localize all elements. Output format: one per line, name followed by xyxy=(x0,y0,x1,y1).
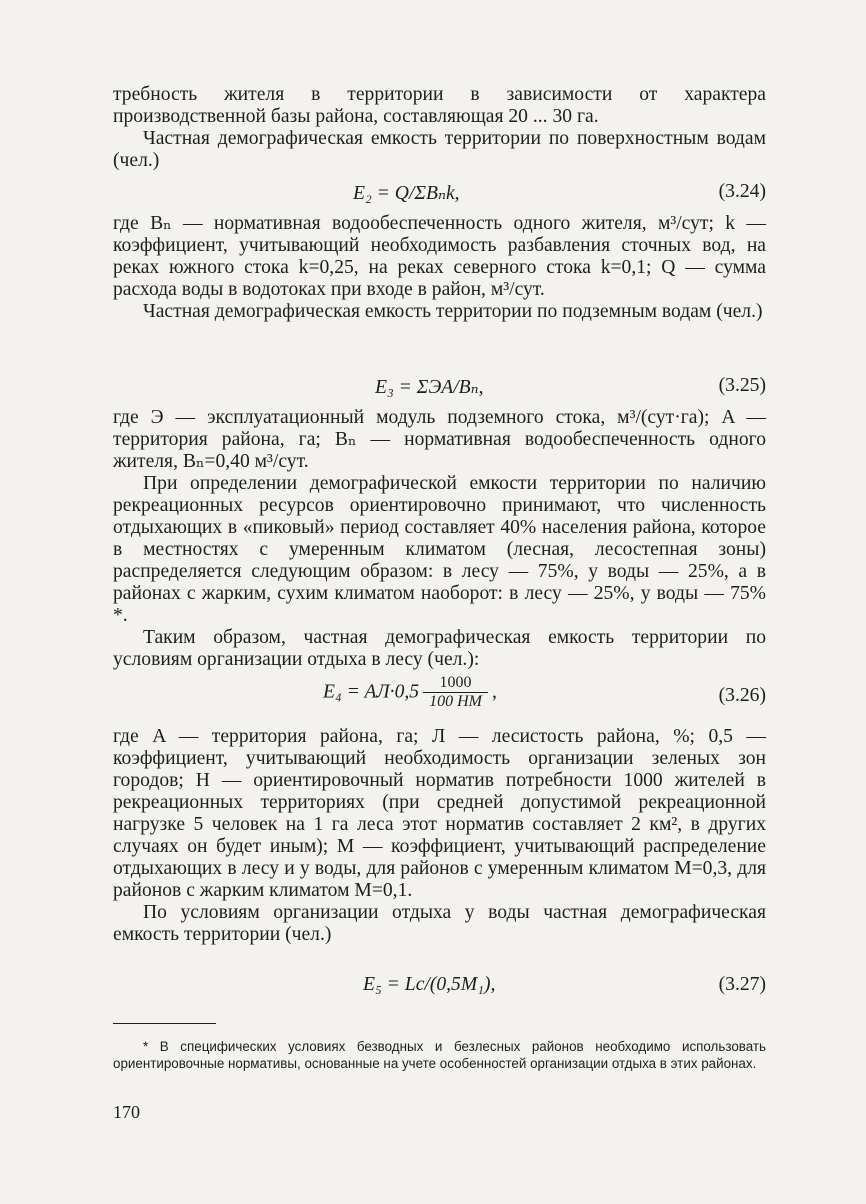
paragraph-forest-definitions: где A — территория района, га; Л — лесистость района, %; 0,5 — коэффициент, учитывающий необходимость организации зеленых зон городов; H — ориентировочный норматив потребности 1000 жителей в рекреационных территориях (при средней допустимой рекреационной нагрузке 5 человек на 1 га леса этот норматив составляет 2 км², в других случаях он будет иным); M — коэффициент, учитывающий распределение отдыхающих в лесу и у воды, для районов с умеренным климатом M=0,3, для районов с жарким климатом M=0,1. xyxy=(113,726,766,901)
formula-number: (3.27) xyxy=(718,974,766,995)
fraction xyxy=(423,674,488,711)
paragraph-forest-recreation: Таким образом, частная демографическая емкость территории по условиям организации отдыха в лесу (чел.): xyxy=(113,627,766,670)
formula-3-24 xyxy=(113,181,766,211)
paragraph-surface-water-definitions: где Bₙ — нормативная водообеспеченность одного жителя, м³/сут; k — коэффициент, учитывающий необходимость разбавления сточных вод, на реках южного стока k=0,25, на реках северного стока k=0,1; Q — сумма расхода воды в водотоках при входе в район, м³/сут. xyxy=(113,213,766,300)
paragraph-intro-continuation: требность жителя в территории в зависимости от характера производственной базы района, составляющая 20 ... 30 га. xyxy=(113,84,766,127)
text-block-2 xyxy=(113,213,766,323)
paragraph-ground-water: Частная демографическая емкость территории по подземным водам (чел.) xyxy=(143,301,763,322)
formula-expression: E₅ = Lc/(0,5M₁), xyxy=(363,974,496,995)
formula-expression xyxy=(323,674,497,711)
text-block-1 xyxy=(113,84,766,172)
fraction-denominator: 100 HM xyxy=(423,692,488,711)
formula-3-25 xyxy=(113,375,766,405)
formula-tail: , xyxy=(491,681,497,703)
formula-expression: E₃ = ΣЭA/Bₙ, xyxy=(375,377,484,398)
formula-lhs: E₄ = AЛ·0,5 xyxy=(323,681,420,703)
formula-number: (3.26) xyxy=(718,685,766,706)
text-block-4 xyxy=(113,726,766,946)
paragraph-surface-water: Частная демографическая емкость территории по поверхностным водам (чел.) xyxy=(113,128,766,171)
formula-number: (3.24) xyxy=(718,181,766,202)
page-number: 170 xyxy=(113,1102,140,1122)
paragraph-recreation: При определении демографической емкости территории по наличию рекреационных ресурсов ориентировочно принимают, что численность отдыхающих в «пиковый» период составляет 40% населения района, которое в местностях с умеренным климатом (лесная, лесостепная зоны) распределяется следующим образом: в лесу — 75%, у воды — 25%, а в районах с жарким, сухим климатом наоборот: в лесу — 25%, у воды — 75% *. xyxy=(113,473,766,626)
formula-3-26 xyxy=(113,674,766,718)
formula-3-27 xyxy=(113,974,766,1004)
formula-expression: E₂ = Q/ΣBₙk, xyxy=(353,183,460,204)
paragraph-ground-water-definitions: где Э — эксплуатационный модуль подземного стока, м³/(сут·га); A — территория района, га; Bₙ — нормативная водообеспеченность одного жителя, Bₙ=0,40 м³/сут. xyxy=(113,407,766,472)
paragraph-water-recreation: По условиям организации отдыха у воды частная демографическая емкость территории (чел.) xyxy=(113,902,766,945)
footnote-rule xyxy=(113,1023,216,1024)
text-block-3 xyxy=(113,407,766,671)
formula-number: (3.25) xyxy=(718,375,766,396)
fraction-numerator: 1000 xyxy=(439,674,472,691)
footnote: * В специфических условиях безводных и безлесных районов необходимо использовать ориентировочные нормативы, основанные на учете особенностей организации отдыха в этих районах. xyxy=(113,1039,766,1071)
